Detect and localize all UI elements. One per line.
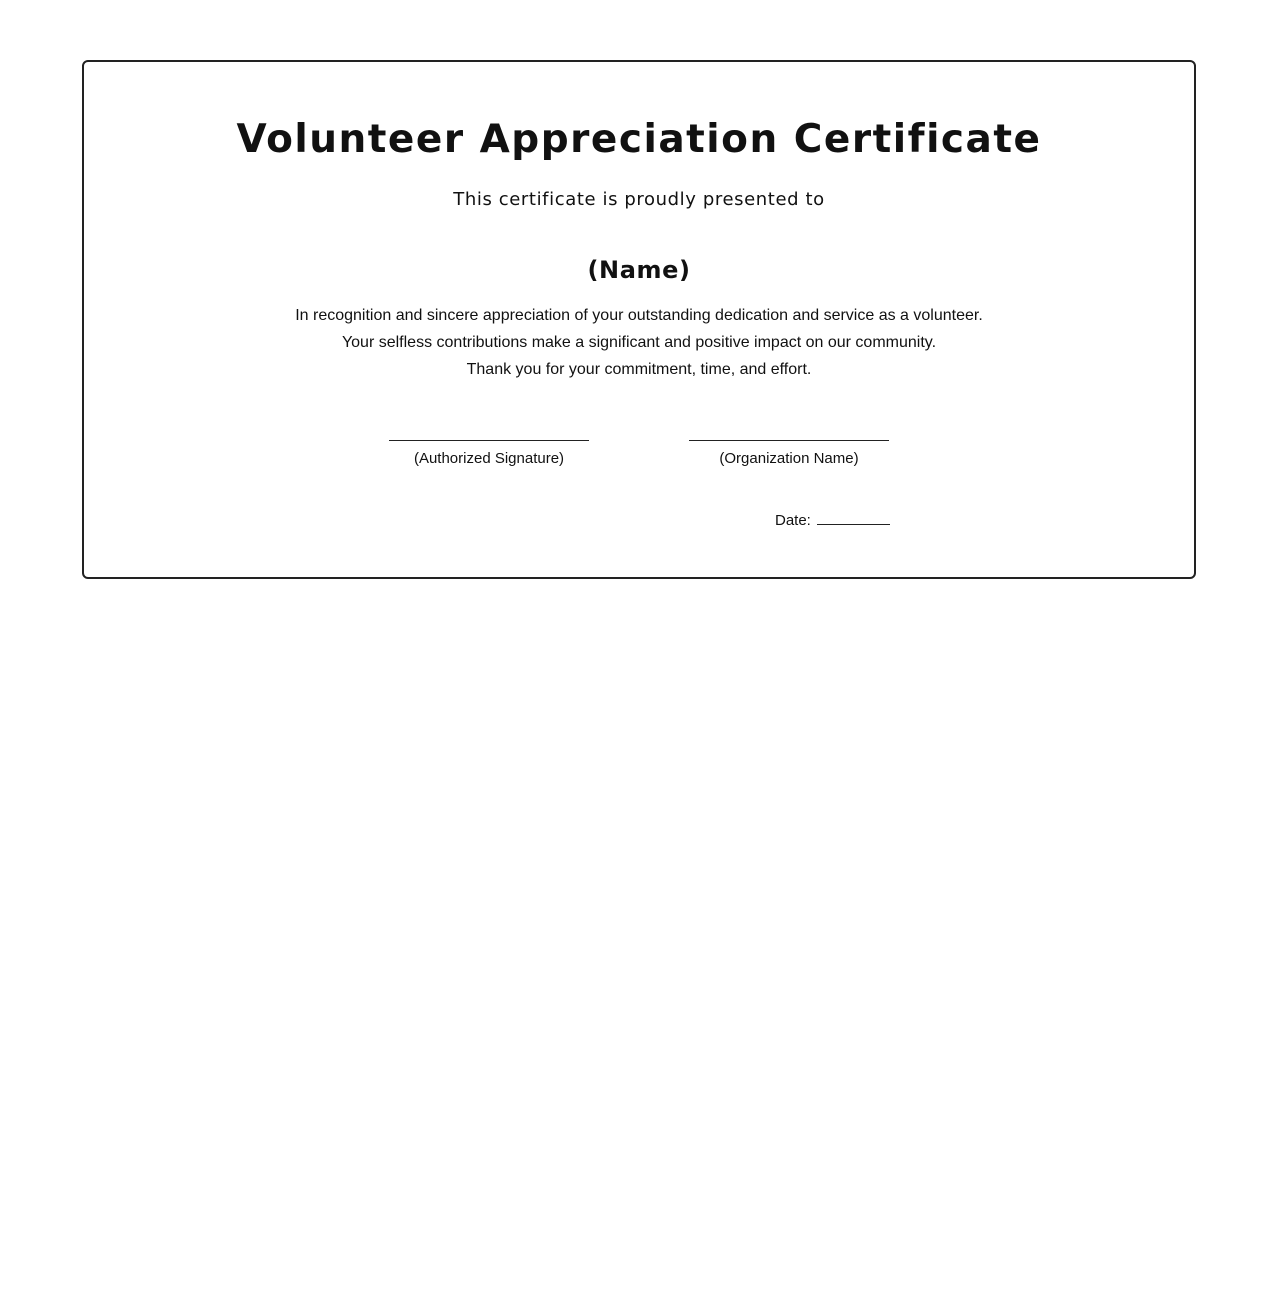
certificate-title: Volunteer Appreciation Certificate: [236, 117, 1042, 162]
authorized-signature-block: [389, 440, 589, 469]
recognition-text: [84, 302, 1194, 383]
organization-name-label: (Organization Name): [719, 450, 859, 467]
date-label: Date:: [775, 512, 811, 529]
recognition-line-2: Your selfless contributions make a significant and positive impact on our community.: [341, 334, 937, 351]
authorized-signature-label: (Authorized Signature): [413, 450, 565, 467]
organization-name-block: [689, 440, 889, 469]
recognition-line-3: Thank you for your commitment, time, and effort.: [466, 361, 812, 378]
presented-to-text: This certificate is proudly presented to: [453, 189, 825, 210]
certificate-card: [82, 60, 1196, 579]
date-blank-line: [817, 510, 890, 525]
signature-line: [389, 440, 589, 441]
recognition-line-1: In recognition and sincere appreciation of your outstanding dedication and service as a volunteer.: [295, 307, 983, 324]
recipient-name: (Name): [587, 256, 691, 284]
organization-line: [689, 440, 889, 441]
date-field: [775, 510, 890, 532]
